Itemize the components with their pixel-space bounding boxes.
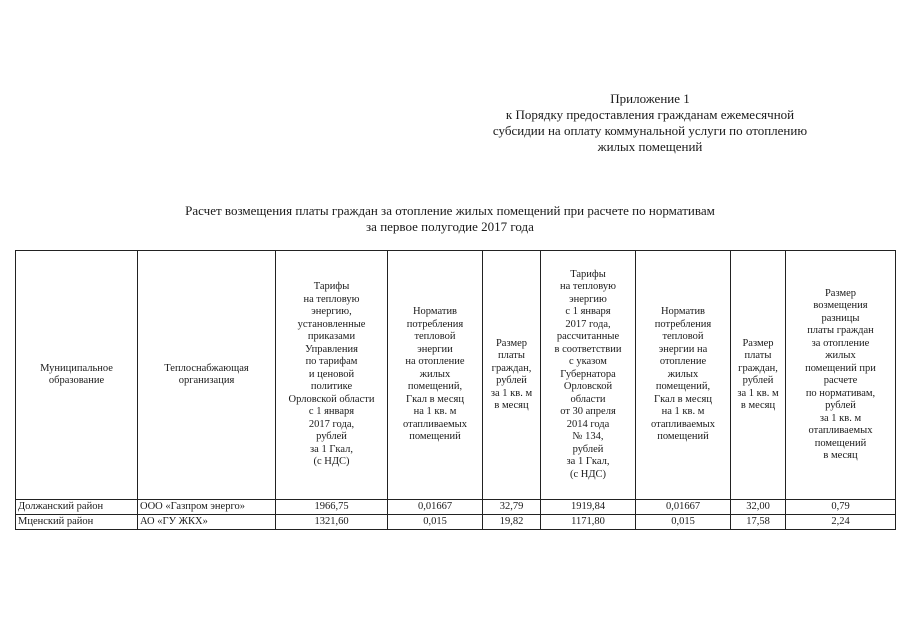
- appendix-header: [440, 91, 860, 155]
- cell-payment-2: 32,00: [731, 500, 786, 515]
- cell-tariff-calculated: 1171,80: [541, 515, 636, 530]
- header-tariff-established: Тарифы на тепловую энергию, установленные приказами Управления по тарифам и ценовой политике Орловской области с 1 января 2017 года, рублей за 1 Гкал, (с НДС): [276, 251, 388, 500]
- table-row: [16, 500, 896, 515]
- cell-compensation: 2,24: [786, 515, 896, 530]
- cell-municipality: Мценский район: [16, 515, 138, 530]
- cell-norm-1: 0,015: [388, 515, 483, 530]
- cell-payment-1: 32,79: [483, 500, 541, 515]
- header-payment-1: Размер платы граждан, рублей за 1 кв. м в месяц: [483, 251, 541, 500]
- cell-tariff-established: 1321,60: [276, 515, 388, 530]
- header-tariff-calculated: Тарифы на тепловую энергию с 1 января 2017 года, рассчитанные в соответствии с указом Губернатора Орловской области от 30 апреля 2014 года № 134, рублей за 1 Гкал, (с НДС): [541, 251, 636, 500]
- cell-norm-2: 0,015: [636, 515, 731, 530]
- appendix-line: субсидии на оплату коммунальной услуги по отоплению: [492, 123, 808, 138]
- cell-supplier: ООО «Газпром энерго»: [138, 500, 276, 515]
- header-municipality: Муниципальное образование: [16, 251, 138, 500]
- header-compensation: Размер возмещения разницы платы граждан за отопление жилых помещений при расчете по нормативам, рублей за 1 кв. м отапливаемых помещений в месяц: [786, 251, 896, 500]
- title-line: Расчет возмещения платы граждан за отопление жилых помещений при расчете по нормативам: [185, 203, 715, 218]
- cell-norm-1: 0,01667: [388, 500, 483, 515]
- cell-tariff-established: 1966,75: [276, 500, 388, 515]
- header-payment-2: Размер платы граждан, рублей за 1 кв. м в месяц: [731, 251, 786, 500]
- cell-payment-2: 17,58: [731, 515, 786, 530]
- cell-compensation: 0,79: [786, 500, 896, 515]
- appendix-line: жилых помещений: [597, 139, 703, 154]
- appendix-line: к Порядку предоставления гражданам ежемесячной: [505, 107, 795, 122]
- table-header-row: [16, 251, 896, 500]
- header-norm-1: Норматив потребления тепловой энергии на отопление жилых помещений, Гкал в месяц на 1 кв. м отапливаемых помещений: [388, 251, 483, 500]
- cell-supplier: АО «ГУ ЖКХ»: [138, 515, 276, 530]
- cell-norm-2: 0,01667: [636, 500, 731, 515]
- header-heat-supplier: Теплоснабжающая организация: [138, 251, 276, 500]
- table-row: [16, 515, 896, 530]
- appendix-line: Приложение 1: [610, 91, 690, 106]
- cell-municipality: Должанский район: [16, 500, 138, 515]
- header-norm-2: Норматив потребления тепловой энергии на отопление жилых помещений, Гкал в месяц на 1 кв. м отапливаемых помещений: [636, 251, 731, 500]
- cell-payment-1: 19,82: [483, 515, 541, 530]
- compensation-table: [15, 250, 896, 530]
- document-title: [110, 203, 790, 235]
- cell-tariff-calculated: 1919,84: [541, 500, 636, 515]
- title-line: за первое полугодие 2017 года: [366, 219, 534, 234]
